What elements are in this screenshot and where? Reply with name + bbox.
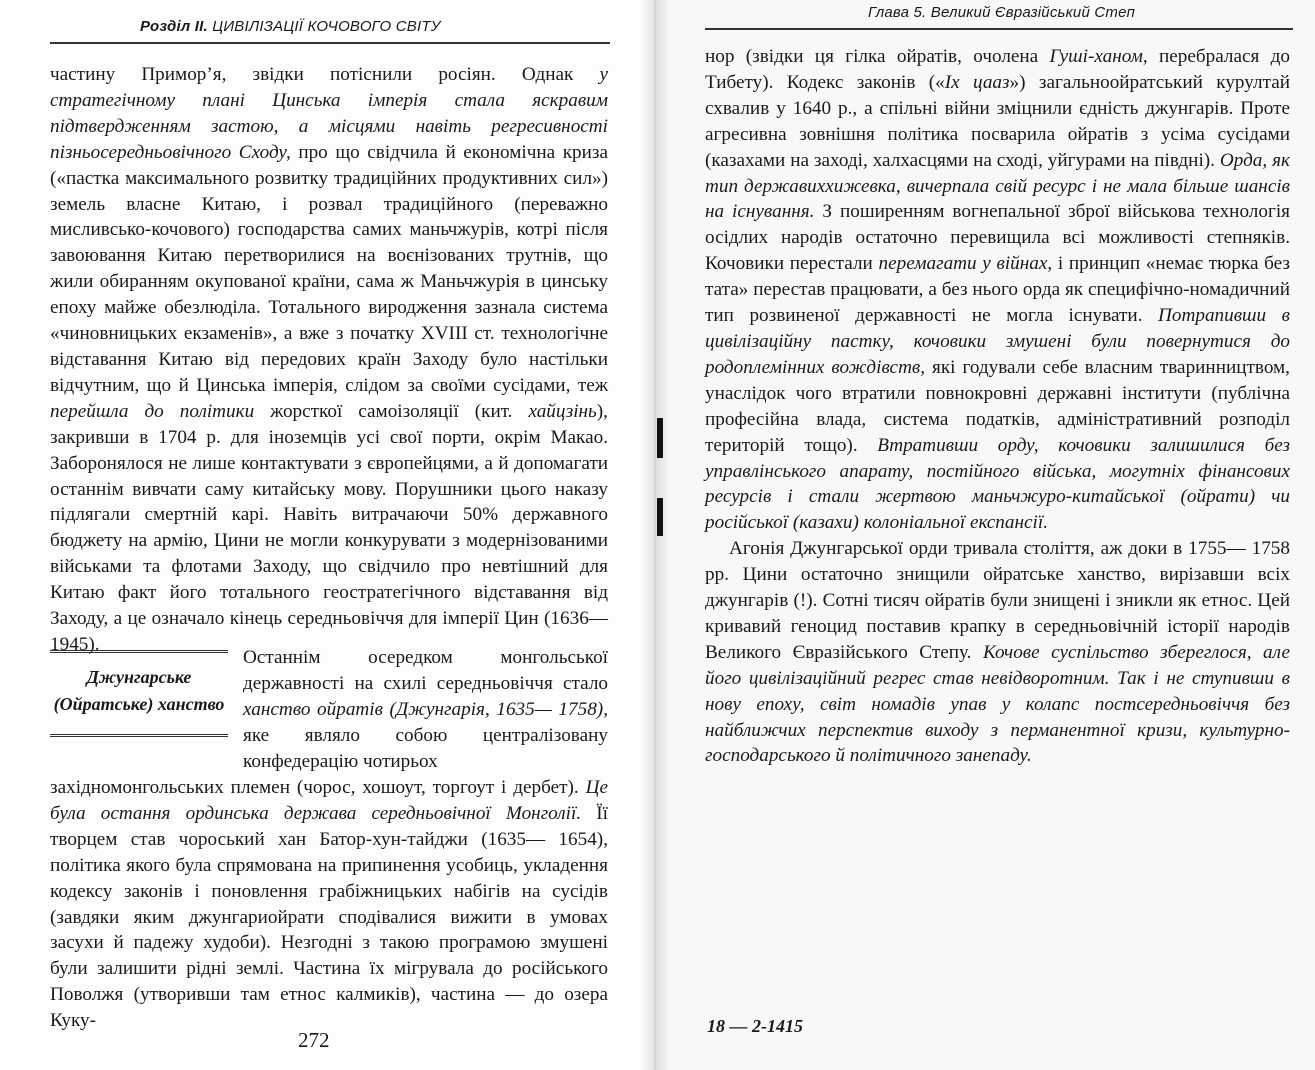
text-run: які годували себе власним тваринництвом, унаслідок чого втратили повнокровні державні інститути (публічна професійна влада, система податків, адміністративний розподіл територій тощо). xyxy=(705,356,1290,456)
binding-mark xyxy=(657,418,663,458)
text-run: Останнім осередком монгольської державності на схилі середньовіччя стало xyxy=(243,647,608,694)
text-run: жорсткої самоізоляції (кит. xyxy=(254,400,529,422)
italic-run: перемагати у війнах xyxy=(878,253,1048,275)
heading-top-rule xyxy=(50,650,228,653)
left-running-head-prefix: Розділ ІІ. xyxy=(140,18,208,35)
left-wrap-paragraph xyxy=(243,645,608,775)
page-number: 272 xyxy=(298,1028,330,1052)
text-run: частину Примор’я, звідки потіснили росіян. Однак xyxy=(50,64,600,85)
italic-run: ханство ойратів (Джунгарія, 1635— 1758), xyxy=(243,698,608,720)
italic-run: Втративши орду, кочовики залишилися без управлінського апарату, постійного війська, могутніх фінансових ресурсів і стали жертвою маньчжуро-китайської (ойрати) чи російської (казахи) колоніальної експансії. xyxy=(705,434,1290,534)
text-run: Агонія Джунгарської орди тривала століття, аж доки в 1755— 1758 рр. Цини остаточно знищили ойратське ханство, вирізавши всіх джунгарів (!). Сотні тисяч ойратів були знищені і зникли як етнос. Цей кривавий геноцид поставив крапку в середньовічній історії народів Великого Євразійського Степу. xyxy=(705,538,1290,663)
right-page xyxy=(655,0,1315,1070)
paragraph-runs xyxy=(705,536,1290,769)
left-head-rule xyxy=(50,42,610,44)
right-body xyxy=(705,44,1290,769)
section-heading: Джунгарське (Ойратське) ханство xyxy=(53,667,225,714)
text-run: Її творцем став чороський хан Батор-хун-тайджи (1635— 1654), політика якого була спрямована на припинення усобиць, укладення кодексу законів і поновлення грабіжницьких набігів на сусідів (завдяки яким джунгариойрати сподівалися вижити в умовах засухи й падежу худоби). Незгодні з такою програмою змушені були залишити рідні землі. Частина їх мігрувала до російського Поволжя (утворивши там етнос калмиків), частина — до озера Куку- xyxy=(50,802,608,1032)
italic-run: Це була остання ординська держава середньовічної Монголії. xyxy=(50,777,608,824)
text-run: нор (звідки ця гілка ойратів, очолена xyxy=(705,46,1050,67)
heading-bottom-rule xyxy=(50,734,228,737)
text-run: , перебралася до Тибету). Кодекс законів (« xyxy=(705,46,1290,93)
right-head-rule xyxy=(705,28,1293,30)
book-gutter xyxy=(640,0,670,1070)
italic-run: перейшла до політики xyxy=(50,400,255,422)
italic-run: Гуші-ханом xyxy=(1049,46,1143,67)
signature-mark: 18 — 2-1415 xyxy=(707,1016,803,1036)
left-page xyxy=(0,0,655,1070)
paragraph-runs xyxy=(243,645,608,775)
text-run: яке являло собою централізовану конфедерацію чотирьох xyxy=(243,724,608,772)
paragraph-runs xyxy=(50,62,608,658)
italic-run: Іх цааз xyxy=(944,71,1010,93)
italic-run: у стратегічному плані Цинська імперія стала яскравим підтвердженням застою, а місцями навіть регресивності пізньосередньовічного Сходу, xyxy=(50,64,608,163)
italic-run: хайцзінь xyxy=(528,400,597,422)
italic-run: Потрапивши в цивілізаційну пастку, кочовики змушені були повернутися до родоплемінних вождівств, xyxy=(705,305,1291,378)
italic-run: Кочове суспільство збереглося, але його цивілізаційний регрес став невідворотним. Так і не ступивши в нову епоху, світ номадів упав у колапс постсередньовіччя без найближчих перспектив виходу з перманентної кризи, культурно-господарського й політичного занепаду. xyxy=(705,641,1290,767)
right-running-head-prefix: Глава 5. xyxy=(868,4,927,21)
right-running-head-title: Великий Євразійський Степ xyxy=(930,4,1136,21)
text-run: З поширенням вогнепальної зброї військова технологія осідлих народів остаточно перевищила всі можливості степняків. Кочовики перестали xyxy=(705,201,1290,275)
left-top-paragraph xyxy=(50,62,608,658)
text-run: ») загальноойратський курултай схвалив у 1640 р., а спільні війни зміцнили єдність джунгарів. Проте агресивна зовнішня політика посварила ойратів з усіма сусідами (казахами на заході, халхасцями на сході, уйгурами на півдні). xyxy=(705,71,1290,171)
text-run: ), закривши в 1704 р. для іноземців усі свої порти, окрім Макао. Заборонялося не лише контактувати з європейцями, а й допомагати останнім вивчати саму китайську мову. Порушники цього наказу підлягали смертній карі. Навіть витрачаючи 50% державного бюджету на армію, Цини не могли конкурувати з модернізованими військами та флотами Заходу, що свідчило про невтішний для Китаю факт його тотального геостратегічного відставання від Заходу, а це означало кінець середньовіччя для імперії Цин (1636— 1945). xyxy=(50,400,608,655)
paragraph-runs xyxy=(50,775,608,1034)
text-run: , і принцип «немає тюрка без тата» перестав працювати, а без нього орда як специфічно-номадичний тип розвиненої державності не могла існувати. xyxy=(705,253,1290,327)
binding-mark xyxy=(657,498,663,536)
section-heading-box xyxy=(50,648,230,740)
italic-run: Орда, як тип державиххижевка, вичерпала свій ресурс і не мала більше шансів на існування. xyxy=(705,149,1290,223)
right-running-head xyxy=(868,4,1135,21)
left-running-head xyxy=(140,18,441,35)
text-run: про що свідчила й економічна криза («пастка максимального розвитку традиційних продуктивних сил») земель власне Китаю, і розвал традиційного (переважно мисливсько-кочового) господарства самих маньчжурів, котрі після завоювання Китаю перетворилися на воєнізованих трутнів, що жили обиранням окупованої країни, сама ж Маньчжурія в цинську епоху майже обезлюділа. Тотального виродження зазнала система «чиновницьких екзаменів», а вже з початку XVIII ст. технологічне відставання Китаю від передових країн Заходу було настільки відчутним, що й Цинська імперія, слідом за своїми сусідами, теж xyxy=(50,141,608,396)
paragraph-runs xyxy=(705,44,1290,536)
left-running-head-title: ЦИВІЛІЗАЦІЇ КОЧОВОГО СВІТУ xyxy=(212,18,441,35)
text-run: західномонгольських племен (чорос, хошоут, торгоут і дербет). xyxy=(50,777,586,798)
left-bottom-paragraph xyxy=(50,775,608,1034)
